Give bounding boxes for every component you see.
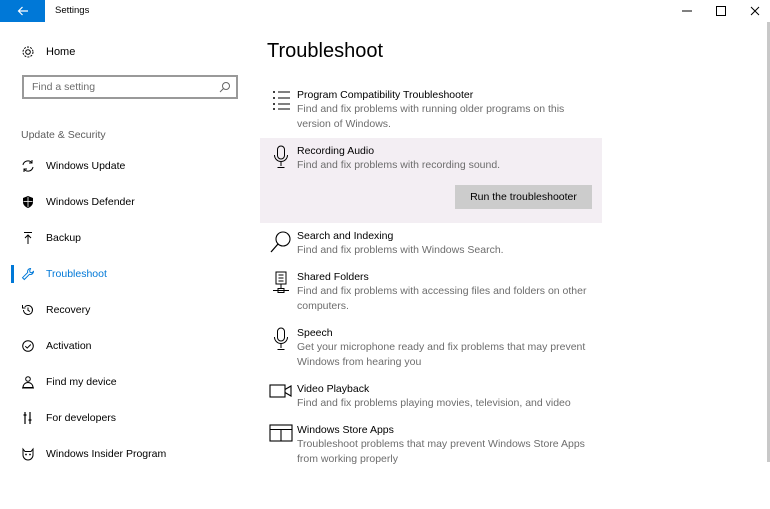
troubleshooter-name: Windows Store Apps [297,424,394,436]
maximize-button[interactable] [704,0,738,22]
minimize-button[interactable] [670,0,704,22]
troubleshooter-search-and-indexing[interactable] [260,223,602,264]
sidebar [0,22,255,509]
page-title: Troubleshoot [267,40,383,62]
microphone-icon [268,144,294,209]
network-folder-icon [268,270,294,314]
troubleshooter-name: Search and Indexing [297,230,394,242]
sidebar-item-for-developers[interactable] [0,400,255,436]
main-content [255,22,770,509]
window-title: Settings [55,5,90,16]
sidebar-item-find-my-device[interactable] [0,364,255,400]
wrench-icon [20,267,36,281]
close-button[interactable] [738,0,770,22]
troubleshooter-recording-audio[interactable] [260,138,602,223]
maximize-icon [716,6,726,16]
back-arrow-icon [17,6,29,16]
close-icon [750,6,760,16]
person-pin-icon [20,375,36,389]
search-icon [268,229,294,258]
troubleshooter-windows-store-apps[interactable] [260,417,602,473]
troubleshooter-description: Find and fix problems playing movies, television, and video [297,397,571,409]
history-icon [20,303,36,317]
sidebar-item-windows-insider-program[interactable] [0,436,255,472]
microphone-icon [268,326,294,370]
sidebar-item-label: Windows Insider Program [46,448,167,460]
home-link[interactable] [20,43,75,61]
sidebar-item-backup[interactable] [0,220,255,256]
troubleshooter-speech[interactable] [260,320,602,376]
troubleshooter-description: Get your microphone ready and fix problems that may prevent Windows from hearing you [297,341,586,368]
sync-icon [20,159,36,173]
troubleshooter-name: Video Playback [297,383,370,395]
troubleshooter-shared-folders[interactable] [260,264,602,320]
sidebar-item-label: For developers [46,412,117,424]
gear-icon [20,45,36,59]
search-icon [219,80,231,98]
sidebar-nav [0,148,255,472]
troubleshooter-name: Program Compatibility Troubleshooter [297,89,474,101]
sidebar-item-recovery[interactable] [0,292,255,328]
sidebar-item-label: Activation [46,340,92,352]
search-input[interactable] [22,75,238,99]
sidebar-item-troubleshoot[interactable] [0,256,255,292]
troubleshooter-description: Find and fix problems with running older programs on this version of Windows. [297,103,565,130]
sidebar-item-label: Troubleshoot [46,268,107,280]
sidebar-item-windows-update[interactable] [0,148,255,184]
troubleshooter-name: Recording Audio [297,145,375,157]
home-label: Home [46,46,76,58]
sidebar-item-label: Recovery [46,304,91,316]
troubleshooter-name: Shared Folders [297,271,369,283]
run-troubleshooter-button[interactable]: Run the troubleshooter [455,185,592,209]
backup-arrow-icon [20,231,36,245]
active-indicator [11,265,14,283]
minimize-icon [682,6,692,16]
troubleshooter-list [260,82,602,473]
sidebar-item-label: Windows Defender [46,196,135,208]
video-camera-icon [268,382,294,411]
sidebar-item-activation[interactable] [0,328,255,364]
shield-icon [20,195,36,209]
developer-tools-icon [20,411,36,425]
insider-cat-icon [20,447,36,461]
troubleshooter-description: Find and fix problems with recording sound. [297,159,501,171]
troubleshooter-program-compatibility[interactable] [260,82,602,138]
store-app-icon [268,423,294,467]
check-circle-icon [20,339,36,353]
list-icon [268,88,294,132]
troubleshooter-description: Find and fix problems with accessing files and folders on other computers. [297,285,587,312]
back-button[interactable] [0,0,45,22]
title-bar [0,0,770,22]
sidebar-item-label: Backup [46,232,82,244]
sidebar-item-label: Find my device [46,376,117,388]
troubleshooter-description: Find and fix problems with Windows Search. [297,244,504,256]
troubleshooter-description: Troubleshoot problems that may prevent Windows Store Apps from working properly [297,438,585,465]
troubleshooter-name: Speech [297,327,333,339]
troubleshooter-video-playback[interactable] [260,376,602,417]
sidebar-item-label: Windows Update [46,160,126,172]
sidebar-item-windows-defender[interactable] [0,184,255,220]
search-placeholder: Find a setting [32,81,96,93]
section-label: Update & Security [21,129,106,141]
